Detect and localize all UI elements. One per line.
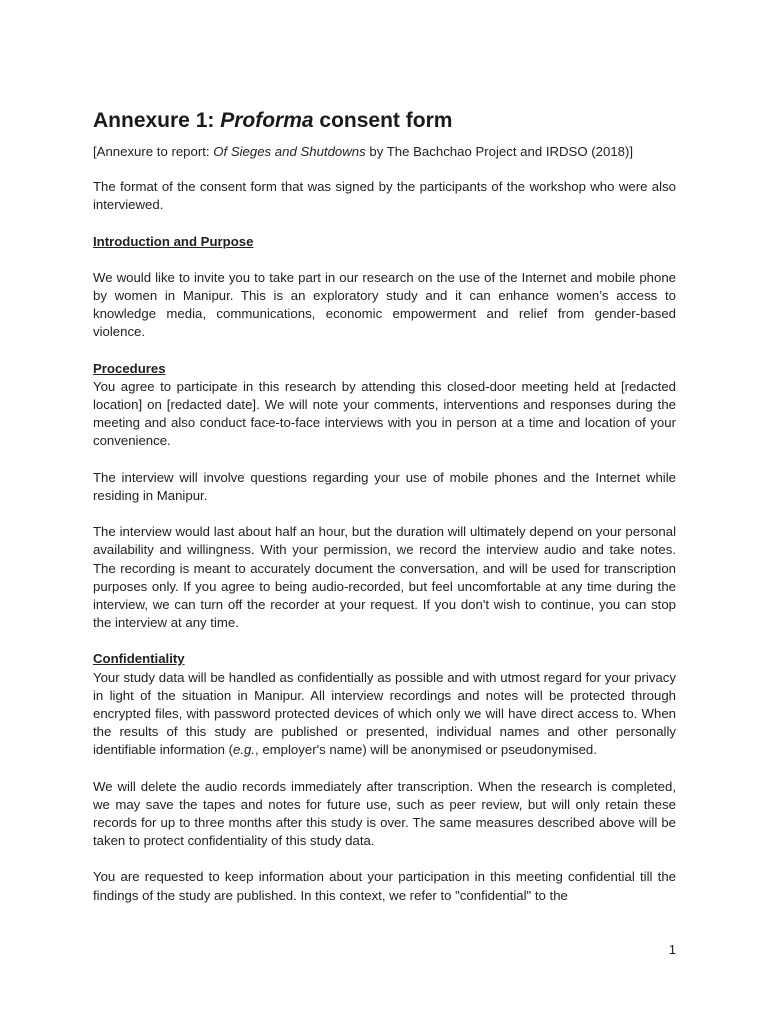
confidentiality-paragraph-1 (93, 669, 676, 760)
title-italic: Proforma (220, 109, 314, 132)
subtitle-italic: Of Sieges and Shutdowns (213, 144, 366, 160)
procedures-heading: Procedures (93, 360, 166, 376)
subtitle-prefix: [Annexure to report: (93, 144, 214, 160)
title-suffix: consent form (313, 109, 453, 132)
procedures-paragraph-3: The interview would last about half an hour, but the duration will ultimately depend on your personal availability and willingness. With your permission, we record the interview audio and take notes. The recording is meant to accurately document the conversation, and will be used for transcription purposes only. If you agree to being audio-recorded, but feel uncomfortable at any time during the interview, we can turn off the recorder at your request. If you don't wish to continue, you can stop the interview at any time. (93, 524, 676, 631)
confidentiality-p1-after: , employer's name) will be anonymised or pseudonymised. (255, 742, 597, 758)
subtitle-suffix: by The Bachchao Project and IRDSO (2018)] (365, 144, 634, 160)
document-page (93, 108, 676, 923)
page-title (93, 108, 676, 134)
title-prefix: Annexure 1: (93, 109, 221, 132)
confidentiality-p1-before: Your study data will be handled as confidentially as possible and with utmost regard for your privacy in light of the situation in Manipur. All interview recordings and notes will be protected through encrypted files, with password protected devices of which only we will have direct access to. When the results of this study are published or presented, individual names and other personally identifiable information ( (93, 669, 676, 758)
confidentiality-paragraph-2: We will delete the audio records immediately after transcription. When the research is completed, we may save the tapes and notes for future use, such as peer review, but will only retain these records for up to three months after this study is over. The same measures described above will be taken to protect confidentiality of this study data. (93, 778, 676, 849)
introduction-heading: Introduction and Purpose (93, 233, 254, 249)
intro-paragraph: The format of the consent form that was signed by the participants of the workshop who were also interviewed. (93, 179, 676, 213)
procedures-paragraph-2: The interview will involve questions regarding your use of mobile phones and the Internet while residing in Manipur. (93, 469, 676, 503)
subtitle (93, 143, 676, 161)
confidentiality-heading: Confidentiality (93, 651, 185, 667)
confidentiality-paragraph-3: You are requested to keep information about your participation in this meeting confidential till the findings of the study are published. In this context, we refer to "confidential" to the (93, 869, 676, 903)
page-number: 1 (668, 942, 676, 957)
confidentiality-p1-italic: e.g. (233, 742, 256, 758)
introduction-paragraph: We would like to invite you to take part in our research on the use of the Internet and mobile phone by women in Manipur. This is an exploratory study and it can enhance women’s access to knowledge media, communications, economic empowerment and relief from gender-based violence. (93, 269, 676, 340)
procedures-paragraph-1: You agree to participate in this research by attending this closed-door meeting held at [redacted location] on [redacted date]. We will note your comments, interventions and responses during the meeting and also conduct face-to-face interviews with you in person at a time and location of your convenience. (93, 378, 676, 449)
